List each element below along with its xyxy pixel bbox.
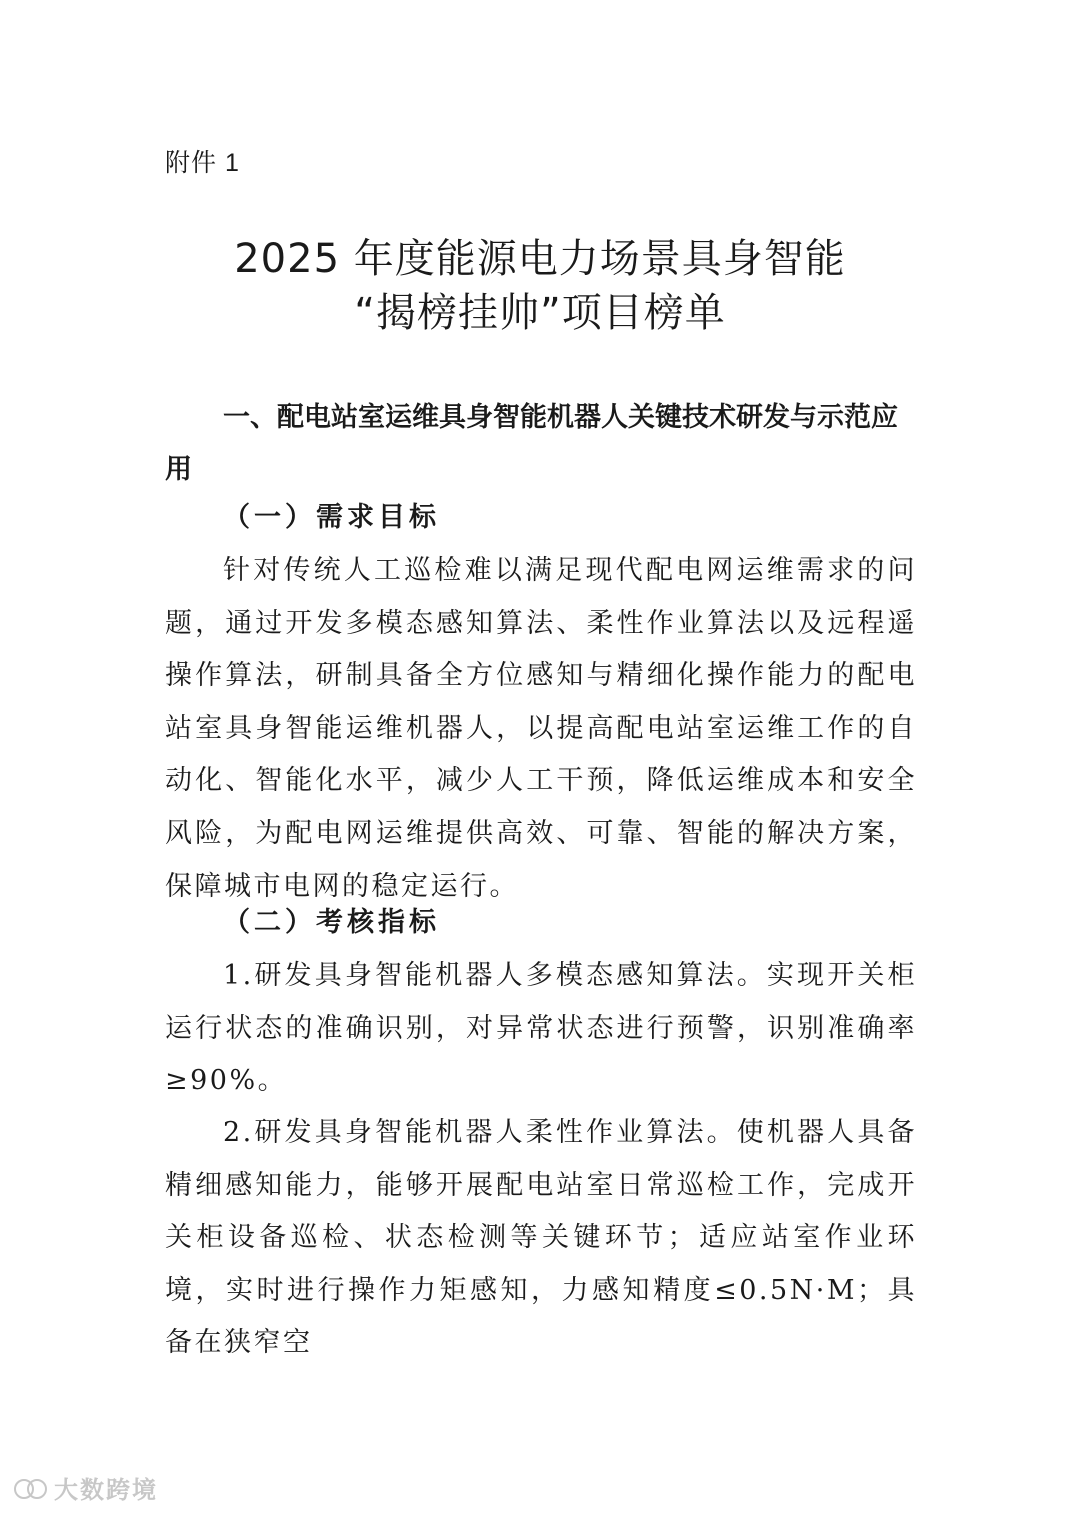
section-1-heading: 一、配电站室运维具身智能机器人关键技术研发与示范应用 — [165, 402, 898, 485]
document-title-line-1: 2025 年度能源电力场景具身智能 — [234, 236, 846, 282]
subsection-2-heading: （二）考核指标 — [223, 907, 440, 938]
watermark — [14, 1470, 158, 1505]
attachment-label: 附件 1 — [165, 149, 240, 177]
watermark-text: 大数跨境 — [54, 1476, 158, 1504]
indicator-item-2: 2.研发具身智能机器人柔性作业算法。使机器人具备精细感知能力，能够开展配电站室日常巡检工作，完成开关柜设备巡检、状态检测等关键环节；适应站室作业环境，实时进行操作力矩感知，力感知精度≤0.5N·M；具备在狭窄空 — [165, 1117, 917, 1359]
subsection-1-heading: （一）需求目标 — [223, 502, 440, 533]
infinity-loop-logo-icon — [14, 1477, 48, 1499]
indicator-item-1: 1.研发具身智能机器人多模态感知算法。实现开关柜运行状态的准确识别，对异常状态进行预警，识别准确率≥90%。 — [165, 960, 917, 1097]
requirement-paragraph: 针对传统人工巡检难以满足现代配电网运维需求的问题，通过开发多模态感知算法、柔性作业算法以及远程遥操作算法，研制具备全方位感知与精细化操作能力的配电站室具身智能运维机器人，以提高配电站室运维工作的自动化、智能化水平，减少人工干预，降低运维成本和安全风险，为配电网运维提供高效、可靠、智能的解决方案，保障城市电网的稳定运行。 — [165, 555, 917, 902]
document-title-line-2: “揭榜挂帅”项目榜单 — [354, 290, 726, 336]
